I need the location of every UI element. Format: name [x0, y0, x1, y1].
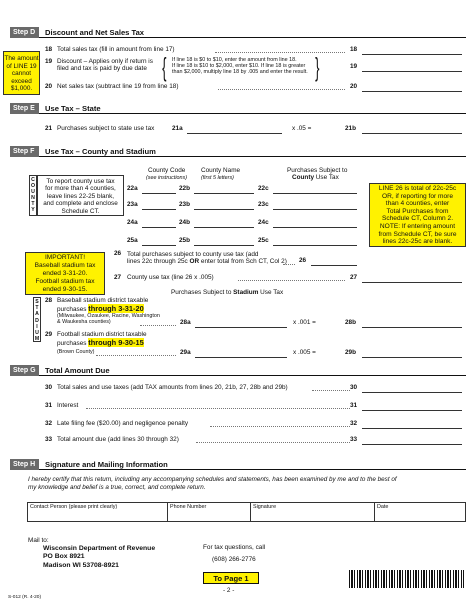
step-f-label: Step F [10, 146, 39, 157]
county-code-input[interactable] [142, 193, 176, 194]
county-code-input[interactable] [142, 245, 176, 246]
note-line: OR, if reporting for more [381, 192, 454, 200]
text: Purchases Subject to [171, 289, 234, 296]
tax-questions-phone: (608) 266-2776 [212, 556, 256, 563]
text: Use Tax [258, 289, 284, 296]
line26-number: 26 [114, 250, 122, 257]
rule-text: than $2,000, multiply line 18 by .005 and enter the result. [172, 69, 308, 76]
line28b-label: 28b [345, 319, 357, 326]
leader-dots [218, 89, 345, 90]
line18-box-label: 18 [350, 46, 358, 53]
line28-number: 28 [45, 297, 53, 304]
col-county-code: County Code [148, 167, 186, 174]
line28b-input[interactable] [362, 327, 462, 328]
county-purchases-input[interactable] [273, 209, 357, 210]
barcode-icon [349, 570, 464, 588]
line29-text1: Football stadium district taxable [57, 331, 147, 338]
line21b-label: 21b [345, 125, 357, 132]
row-b-label: 24b [179, 219, 191, 226]
letter: T [31, 201, 35, 207]
county-code-input[interactable] [142, 209, 176, 210]
letter: D [35, 317, 39, 324]
or-word: OR [189, 258, 200, 265]
line29b-input[interactable] [362, 357, 462, 358]
rule-text: If line 18 is $10 to $2,000, enter $10. If line 18 is greater [172, 63, 306, 70]
row-c-label: 23c [258, 201, 269, 208]
letter: A [35, 311, 39, 318]
line33-input[interactable] [362, 444, 462, 445]
step-g-header [10, 365, 466, 376]
address-line: Wisconsin Department of Revenue [43, 545, 156, 552]
letter: T [35, 305, 39, 312]
line19-rules [172, 57, 308, 76]
row-b-label: 22b [179, 185, 191, 192]
leader-dots [283, 264, 295, 265]
leader-dots [86, 408, 350, 409]
county-name-input[interactable] [194, 209, 254, 210]
address-line: Madison WI 53708-8921 [43, 561, 119, 569]
row-a-label: 25a [127, 237, 138, 244]
instr-line: and complete and enclose [43, 200, 118, 208]
letter: N [31, 195, 35, 201]
line33-number: 33 [45, 436, 53, 443]
address-line: PO Box 8921 [43, 553, 85, 561]
leader-dots [96, 355, 176, 356]
col-county-name-sub: (first 5 letters) [201, 175, 234, 181]
instr-line: Schedule CT. [61, 207, 100, 215]
line19-box-label: 19 [350, 63, 358, 70]
county-name-input[interactable] [194, 227, 254, 228]
step-d-label: Step D [10, 27, 39, 38]
line27-text: County use tax (line 26 x .005) [127, 274, 214, 281]
col-purchases-1: Purchases Subject to [287, 167, 348, 174]
line19-text1: Discount – Applies only if return is [57, 58, 153, 65]
line28-sub2: & Waukesha counties) [57, 319, 111, 325]
note-line: Football stadium tax [35, 278, 95, 285]
to-page-1-button[interactable]: To Page 1 [203, 572, 259, 584]
county-purchases-input[interactable] [273, 193, 357, 194]
line21-text: Purchases subject to state use tax [57, 125, 155, 132]
line31-box-label: 31 [350, 402, 358, 409]
line20-text: Net sales tax (subtract line 19 from line 18) [57, 83, 179, 90]
line31-number: 31 [45, 402, 53, 409]
declaration-line: I hereby certify that this return, including any accompanying schedules and statements, has been examined by me and to the best of [28, 476, 397, 483]
line20-input[interactable] [362, 91, 462, 92]
letter: Y [31, 207, 35, 213]
county-name-input[interactable] [194, 193, 254, 194]
declaration [28, 476, 397, 492]
leader-dots [210, 426, 350, 427]
text: enter total from Sch CT, Col 2) [199, 258, 287, 265]
stadium-vertical-label [33, 297, 41, 342]
leader-dots [238, 280, 345, 281]
rule-text: If line 18 is $0 to $10, enter the amount from line 18. [172, 57, 297, 63]
line18-input[interactable] [362, 54, 462, 55]
line21b-input[interactable] [362, 133, 462, 134]
line29b-label: 29b [345, 349, 357, 356]
line19-input[interactable] [362, 71, 462, 72]
form-id: S-012 (R. 4-20) [8, 595, 42, 600]
note-line: Schedule CT, Column 2. [381, 215, 454, 223]
leader-dots [312, 390, 350, 391]
signature-field[interactable]: Signature [253, 504, 277, 510]
line28a-label: 28a [180, 319, 191, 326]
line28a-input[interactable] [195, 327, 287, 328]
line19-limit-note [3, 51, 40, 95]
tax-questions-label: For tax questions, call [203, 544, 266, 551]
line26-text2 [127, 258, 287, 265]
step-g-title: Total Amount Due [45, 366, 110, 375]
step-e-label: Step E [10, 103, 39, 114]
text: lines 22c through 25c [127, 258, 190, 265]
line32-number: 32 [45, 420, 53, 427]
line30-box-label: 30 [350, 384, 358, 391]
leader-dots [215, 52, 345, 53]
step-e-header [10, 103, 466, 114]
instr-line: for more than 4 counties, [45, 185, 116, 193]
line26-input[interactable] [311, 265, 357, 266]
row-a-label: 23a [127, 201, 138, 208]
county-purchases-input[interactable] [273, 227, 357, 228]
line21-rate: x .05 = [292, 125, 312, 132]
phone-number-field[interactable]: Phone Number [170, 504, 207, 510]
line30-text: Total sales and use taxes (add TAX amounts from lines 20, 21b, 27, 28b and 29b) [57, 384, 288, 391]
stadium-column-header [171, 289, 283, 296]
line29-sub: (Brown County) [57, 349, 95, 355]
letter: S [35, 299, 39, 305]
letter: I [36, 323, 38, 330]
step-h-title: Signature and Mailing Information [45, 460, 168, 469]
line18-number: 18 [45, 46, 53, 53]
line28-rate: x .001 = [293, 319, 316, 326]
highlight-date: through 9-30-15 [88, 338, 144, 347]
line26-note [369, 183, 466, 247]
note-line: The amount [4, 55, 39, 62]
line18-text: Total sales tax (fill in amount from line 17) [57, 46, 175, 53]
line19-text2: filed and tax is paid by due date [57, 65, 147, 72]
line33-text: Total amount due (add lines 30 through 32) [57, 436, 179, 443]
line28-sub1: (Milwaukee, Ozaukee, Racine, Washington [57, 313, 160, 319]
note-line: NOTE: If entering amount [379, 222, 456, 230]
row-c-label: 24c [258, 219, 269, 226]
left-brace-icon: { [162, 52, 167, 82]
note-line: Baseball stadium tax [34, 262, 96, 269]
row-a-label: 22a [127, 185, 138, 192]
step-d-header [10, 27, 466, 38]
note-line: lines 22c-25c are blank. [382, 238, 453, 246]
mail-to-label: Mail to: [28, 537, 49, 544]
note-line: ended 3-31-20. [42, 270, 88, 277]
step-g-label: Step G [10, 365, 39, 376]
line19-number: 19 [45, 58, 53, 65]
county-instructions [37, 175, 124, 216]
letter: U [35, 330, 39, 337]
line32-box-label: 32 [350, 420, 358, 427]
line29-text2 [57, 338, 144, 347]
line28-text1: Baseball stadium district taxable [57, 297, 149, 304]
row-c-label: 25c [258, 237, 269, 244]
step-e-title: Use Tax – State [45, 104, 101, 113]
line27-box-label: 27 [350, 274, 358, 281]
line26-text1: Total purchases subject to county use tax (add [127, 251, 259, 258]
line32-text: Late filing fee ($20.00) and negligence penalty [57, 420, 189, 427]
instr-line: To report county use tax [46, 178, 115, 185]
line33-box-label: 33 [350, 436, 358, 443]
line29a-input[interactable] [195, 357, 287, 358]
line29a-label: 29a [180, 349, 191, 356]
leader-dots [196, 442, 350, 443]
line20-number: 20 [45, 83, 53, 90]
row-b-label: 25b [179, 237, 191, 244]
step-h-header [10, 459, 466, 470]
mailing-address [43, 545, 155, 570]
note-line: LINE 26 is total of 22c-25c [378, 185, 457, 192]
step-f-header [10, 146, 466, 157]
text: purchases [57, 340, 89, 347]
declaration-line: my knowledge and belief is a true, correct, and complete return. [28, 484, 206, 491]
contact-person-field[interactable]: Contact Person (please print clearly) [30, 504, 118, 510]
page-number: - 2 - [223, 587, 235, 594]
col-county-name: County Name [201, 167, 241, 174]
note-line: of LINE 19 [6, 62, 37, 70]
line21-number: 21 [45, 125, 53, 132]
line32-input[interactable] [362, 428, 462, 429]
use-tax-word: Use Tax [314, 174, 339, 181]
note-line: Total Purchases from [386, 207, 449, 215]
letter: M [34, 336, 40, 343]
county-purchases-input[interactable] [273, 245, 357, 246]
date-field[interactable]: Date [377, 504, 389, 510]
row-c-label: 22c [258, 185, 269, 192]
line31-input[interactable] [362, 410, 462, 411]
line26-box-label: 26 [299, 257, 307, 264]
right-brace-icon: } [315, 52, 320, 82]
leader-dots [140, 325, 176, 326]
stadium-important-note [25, 252, 105, 295]
county-vertical-label [29, 175, 37, 216]
divider [250, 503, 251, 522]
instr-line: leave lines 22-25 blank, [46, 192, 115, 200]
highlight-date: through 3-31-20 [88, 304, 144, 313]
note-line: exceed [11, 77, 32, 85]
line28-text2 [57, 304, 144, 313]
line31-text: Interest [57, 402, 79, 409]
letter: O [30, 183, 36, 189]
row-a-label: 24a [127, 219, 138, 226]
county-code-input[interactable] [142, 227, 176, 228]
line29-rate: x .005 = [293, 349, 316, 356]
divider [374, 503, 375, 522]
line27-input[interactable] [362, 282, 462, 283]
note-line: from Schedule CT, be sure [378, 230, 457, 238]
note-line: than 4 counties, enter [385, 200, 450, 208]
signature-row [27, 502, 466, 522]
note-line: ended 9-30-15. [42, 286, 88, 293]
col-county-code-sub: (see instructions) [146, 175, 188, 181]
letter: U [31, 189, 35, 195]
divider [167, 503, 168, 522]
line29-number: 29 [45, 331, 53, 338]
line20-box-label: 20 [350, 83, 358, 90]
step-d-title: Discount and Net Sales Tax [45, 28, 145, 37]
county-name-input[interactable] [194, 245, 254, 246]
col-purchases-2 [292, 174, 339, 181]
county-word: County [292, 174, 315, 181]
note-line: cannot [11, 70, 32, 78]
row-b-label: 23b [179, 201, 191, 208]
note-line: $1,000. [10, 85, 33, 93]
step-f-title: Use Tax – County and Stadium [45, 147, 156, 156]
line30-number: 30 [45, 384, 53, 391]
line27-number: 27 [114, 274, 122, 281]
text: purchases [57, 306, 89, 313]
letter: C [31, 177, 35, 183]
step-h-label: Step H [10, 459, 39, 470]
line21a-label: 21a [172, 125, 183, 132]
line21a-input[interactable] [187, 133, 282, 134]
note-line: IMPORTANT! [44, 254, 86, 261]
line30-input[interactable] [362, 392, 462, 393]
stadium-word: Stadium [233, 289, 259, 296]
